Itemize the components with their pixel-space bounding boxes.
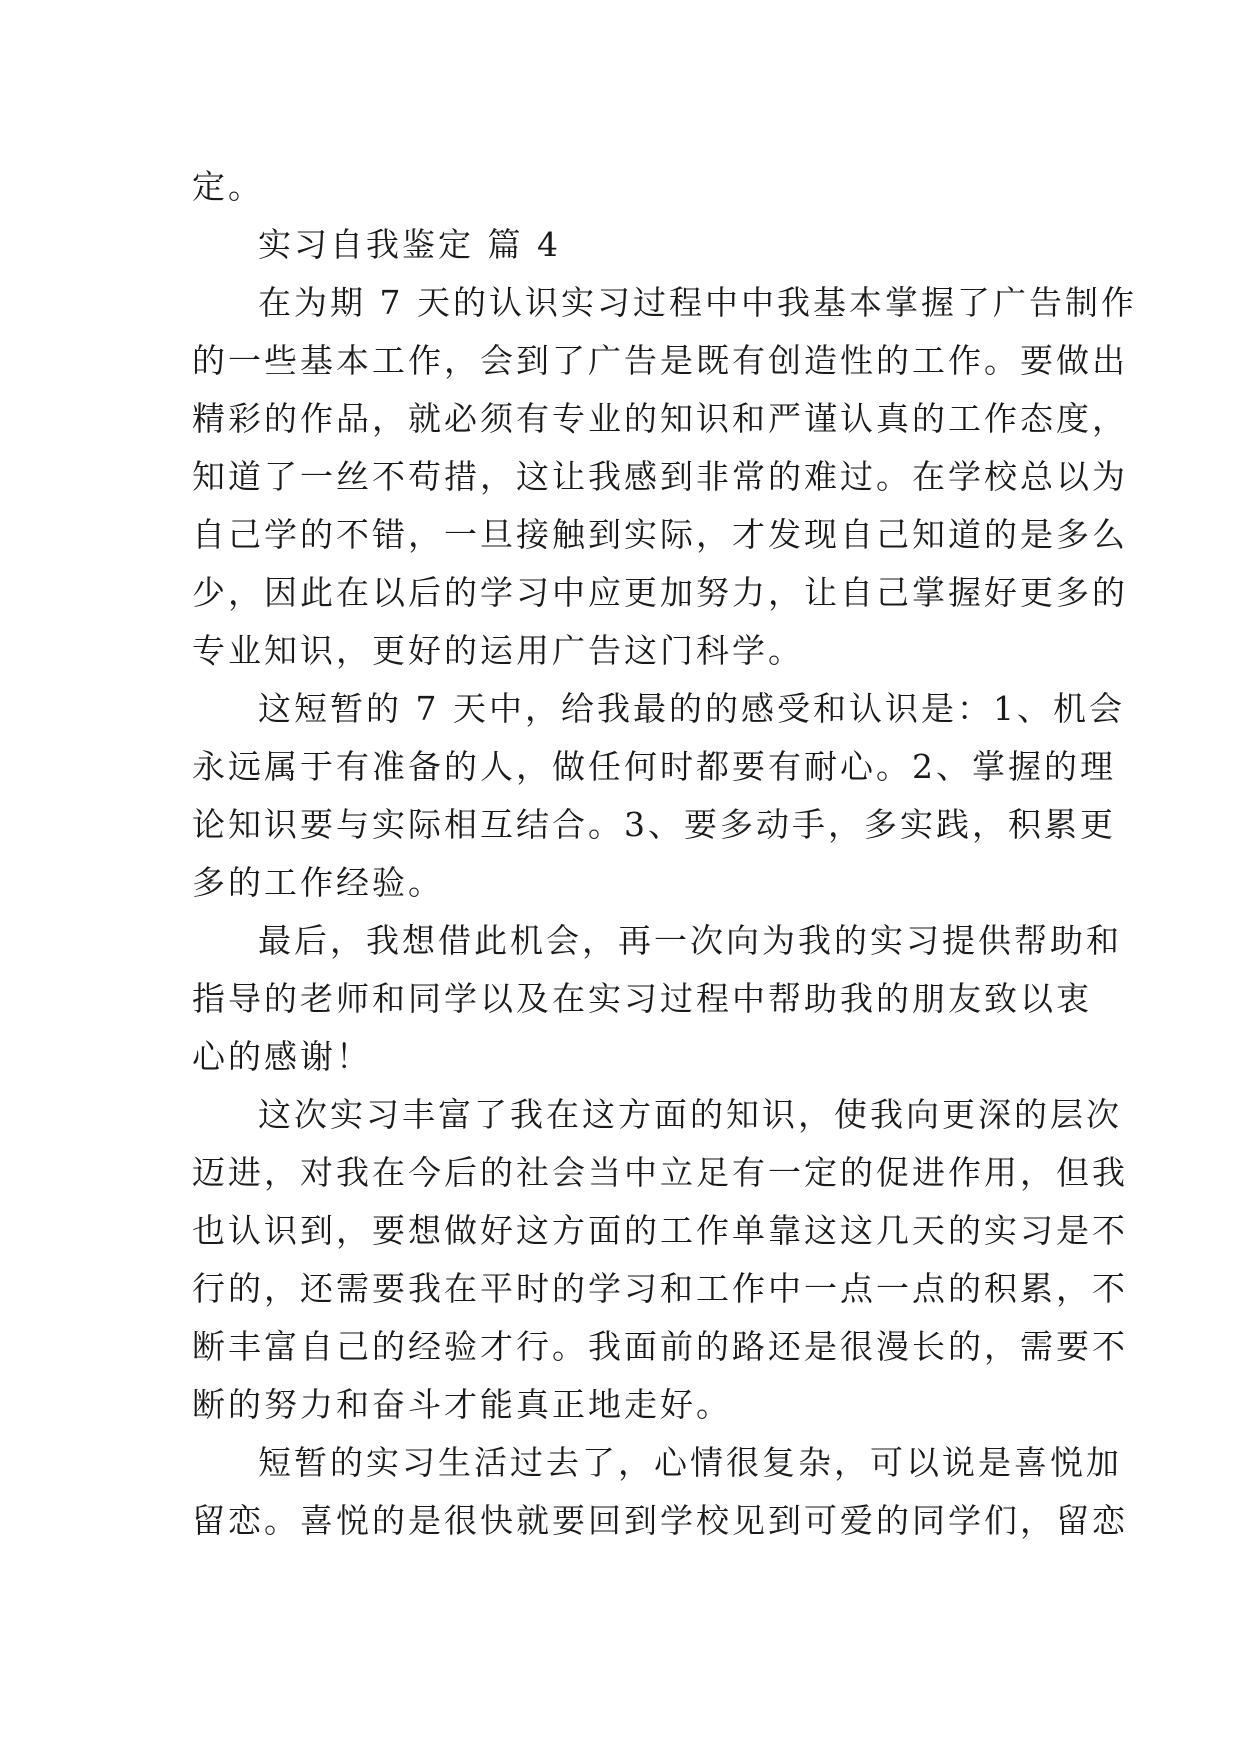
text-line: 少，因此在以后的学习中应更加努力，让自己掌握好更多的	[192, 573, 1128, 612]
text-line: 知道了一丝不苟措，这让我感到非常的难过。在学校总以为	[192, 457, 1128, 496]
text-line: 断丰富自己的经验才行。我面前的路还是很漫长的，需要不	[192, 1327, 1128, 1366]
text-line: 这次实习丰富了我在这方面的知识，使我向更深的层次	[258, 1095, 1122, 1134]
text-line: 指导的老师和同学以及在实习过程中帮助我的朋友致以衷	[192, 979, 1092, 1018]
text-line: 论知识要与实际相互结合。3、要多动手，多实践，积累更	[192, 805, 1116, 844]
text-line: 多的工作经验。	[192, 863, 444, 902]
text-line: 心的感谢！	[192, 1037, 372, 1076]
text-line: 留恋。喜悦的是很快就要回到学校见到可爱的同学们，留恋	[192, 1501, 1128, 1540]
text-line: 精彩的作品，就必须有专业的知识和严谨认真的工作态度，	[192, 399, 1128, 438]
text-line: 行的，还需要我在平时的学习和工作中一点一点的积累，不	[192, 1269, 1128, 1308]
text-line: 定。	[192, 167, 264, 206]
text-line: 的一些基本工作，会到了广告是既有创造性的工作。要做出	[192, 341, 1128, 380]
text-line: 在为期 7 天的认识实习过程中中我基本掌握了广告制作	[258, 283, 1137, 322]
text-line: 短暂的实习生活过去了，心情很复杂，可以说是喜悦加	[258, 1443, 1122, 1482]
text-line: 永远属于有准备的人，做任何时都要有耐心。2、掌握的理	[192, 747, 1116, 786]
text-line: 专业知识，更好的运用广告这门科学。	[192, 631, 804, 670]
document-body	[192, 158, 1137, 1550]
text-line: 最后，我想借此机会，再一次向为我的实习提供帮助和	[258, 921, 1122, 960]
text-line: 自己学的不错，一旦接触到实际，才发现自己知道的是多么	[192, 515, 1128, 554]
text-line: 迈进，对我在今后的社会当中立足有一定的促进作用，但我	[192, 1153, 1128, 1192]
section-heading: 实习自我鉴定 篇 4	[258, 225, 561, 264]
text-line: 断的努力和奋斗才能真正地走好。	[192, 1385, 732, 1424]
text-line: 这短暂的 7 天中，给我最的的感受和认识是：1、机会	[258, 689, 1125, 728]
text-line: 也认识到，要想做好这方面的工作单靠这这几天的实习是不	[192, 1211, 1128, 1250]
